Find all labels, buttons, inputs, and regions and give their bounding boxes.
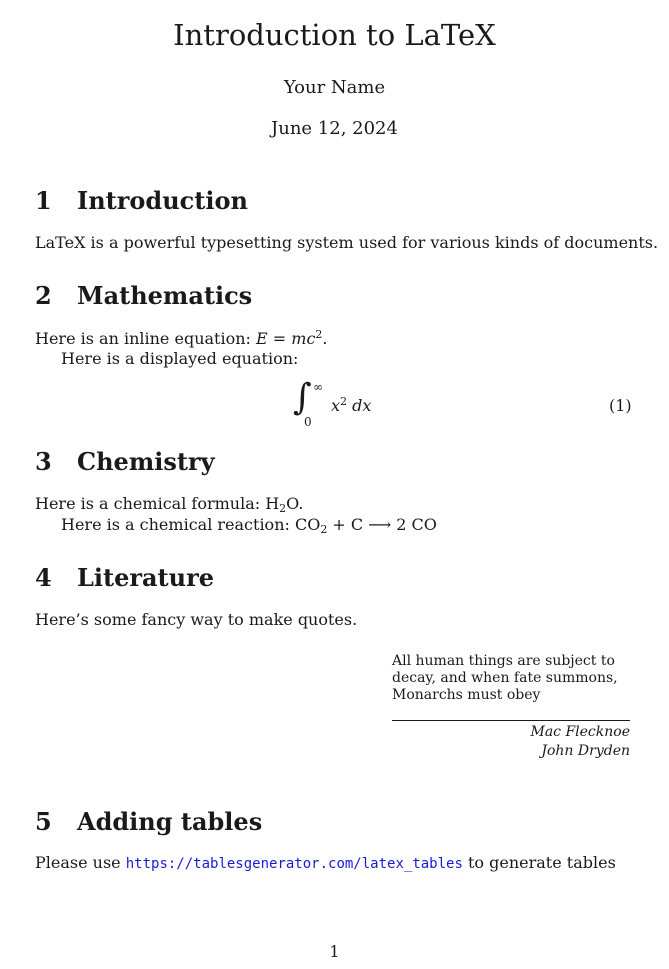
math-variable: mc bbox=[291, 329, 316, 348]
paragraph-text: Here is an inline equation: bbox=[35, 329, 256, 348]
integral-sign: ∫ bbox=[293, 377, 312, 418]
paragraph-text: Here is a chemical reaction: bbox=[61, 515, 295, 534]
math-exponent: 2 bbox=[340, 395, 348, 408]
integral-lower-limit: 0 bbox=[304, 415, 312, 429]
intro-paragraph: LaTeX is a powerful typesetting system used for various kinds of documents. bbox=[35, 233, 659, 252]
chemical-formula-paragraph bbox=[35, 494, 303, 515]
subscript: 2 bbox=[320, 523, 328, 536]
section-number: 4 bbox=[35, 563, 52, 592]
integral-upper-limit: ∞ bbox=[313, 380, 323, 394]
section-title: Adding tables bbox=[77, 807, 263, 836]
page-number: 1 bbox=[329, 942, 340, 961]
element-symbol: H bbox=[265, 494, 280, 513]
math-exponent: 2 bbox=[315, 328, 323, 341]
section-title: Introduction bbox=[77, 186, 248, 215]
literature-intro: Here’s some fancy way to make quotes. bbox=[35, 610, 358, 629]
section-title: Literature bbox=[77, 563, 214, 592]
tablesgenerator-link[interactable]: https://tablesgenerator.com/latex_tables bbox=[125, 856, 463, 872]
section-heading-introduction bbox=[35, 186, 248, 215]
element-symbol: O. bbox=[286, 494, 304, 513]
section-heading-chemistry bbox=[35, 447, 215, 476]
display-equation-intro: Here is a displayed equation: bbox=[61, 349, 299, 368]
section-title: Mathematics bbox=[77, 281, 253, 310]
quote-line: decay, and when fate summons, bbox=[392, 670, 618, 686]
quote-line: Monarchs must obey bbox=[392, 687, 541, 703]
chemical-reaction-paragraph bbox=[61, 515, 437, 536]
tables-paragraph bbox=[35, 853, 616, 872]
document-author: Your Name bbox=[283, 77, 386, 98]
subscript: 2 bbox=[279, 502, 287, 515]
section-number: 3 bbox=[35, 447, 52, 476]
paragraph-text: Please use bbox=[35, 853, 126, 872]
section-heading-adding-tables bbox=[35, 807, 262, 836]
math-variable: x bbox=[331, 396, 341, 415]
epigraph-rule bbox=[392, 720, 630, 721]
differential: dx bbox=[347, 396, 372, 415]
equation-number: (1) bbox=[609, 396, 632, 415]
section-number: 5 bbox=[35, 807, 52, 836]
section-title: Chemistry bbox=[77, 447, 215, 476]
epigraph-source-author: John Dryden bbox=[541, 743, 630, 759]
paragraph-text: to generate tables bbox=[462, 853, 616, 872]
punctuation: . bbox=[322, 329, 328, 348]
element-symbol: CO bbox=[294, 515, 321, 534]
section-heading-mathematics bbox=[35, 281, 252, 310]
document-title: Introduction to LaTeX bbox=[173, 18, 496, 52]
paragraph-text: Here is a chemical formula: bbox=[35, 494, 266, 513]
math-operator: = bbox=[267, 329, 292, 348]
inline-equation-paragraph bbox=[35, 328, 328, 348]
integrand bbox=[331, 395, 371, 415]
epigraph-quote bbox=[392, 653, 630, 704]
quote-line: All human things are subject to bbox=[392, 653, 615, 669]
section-number: 2 bbox=[35, 281, 52, 310]
reaction-rest: + C ⟶ 2 CO bbox=[327, 515, 437, 534]
math-variable: E bbox=[256, 329, 268, 348]
section-heading-literature bbox=[35, 563, 214, 592]
document-date: June 12, 2024 bbox=[271, 118, 398, 139]
epigraph-source-work: Mac Flecknoe bbox=[530, 724, 630, 740]
section-number: 1 bbox=[35, 186, 52, 215]
